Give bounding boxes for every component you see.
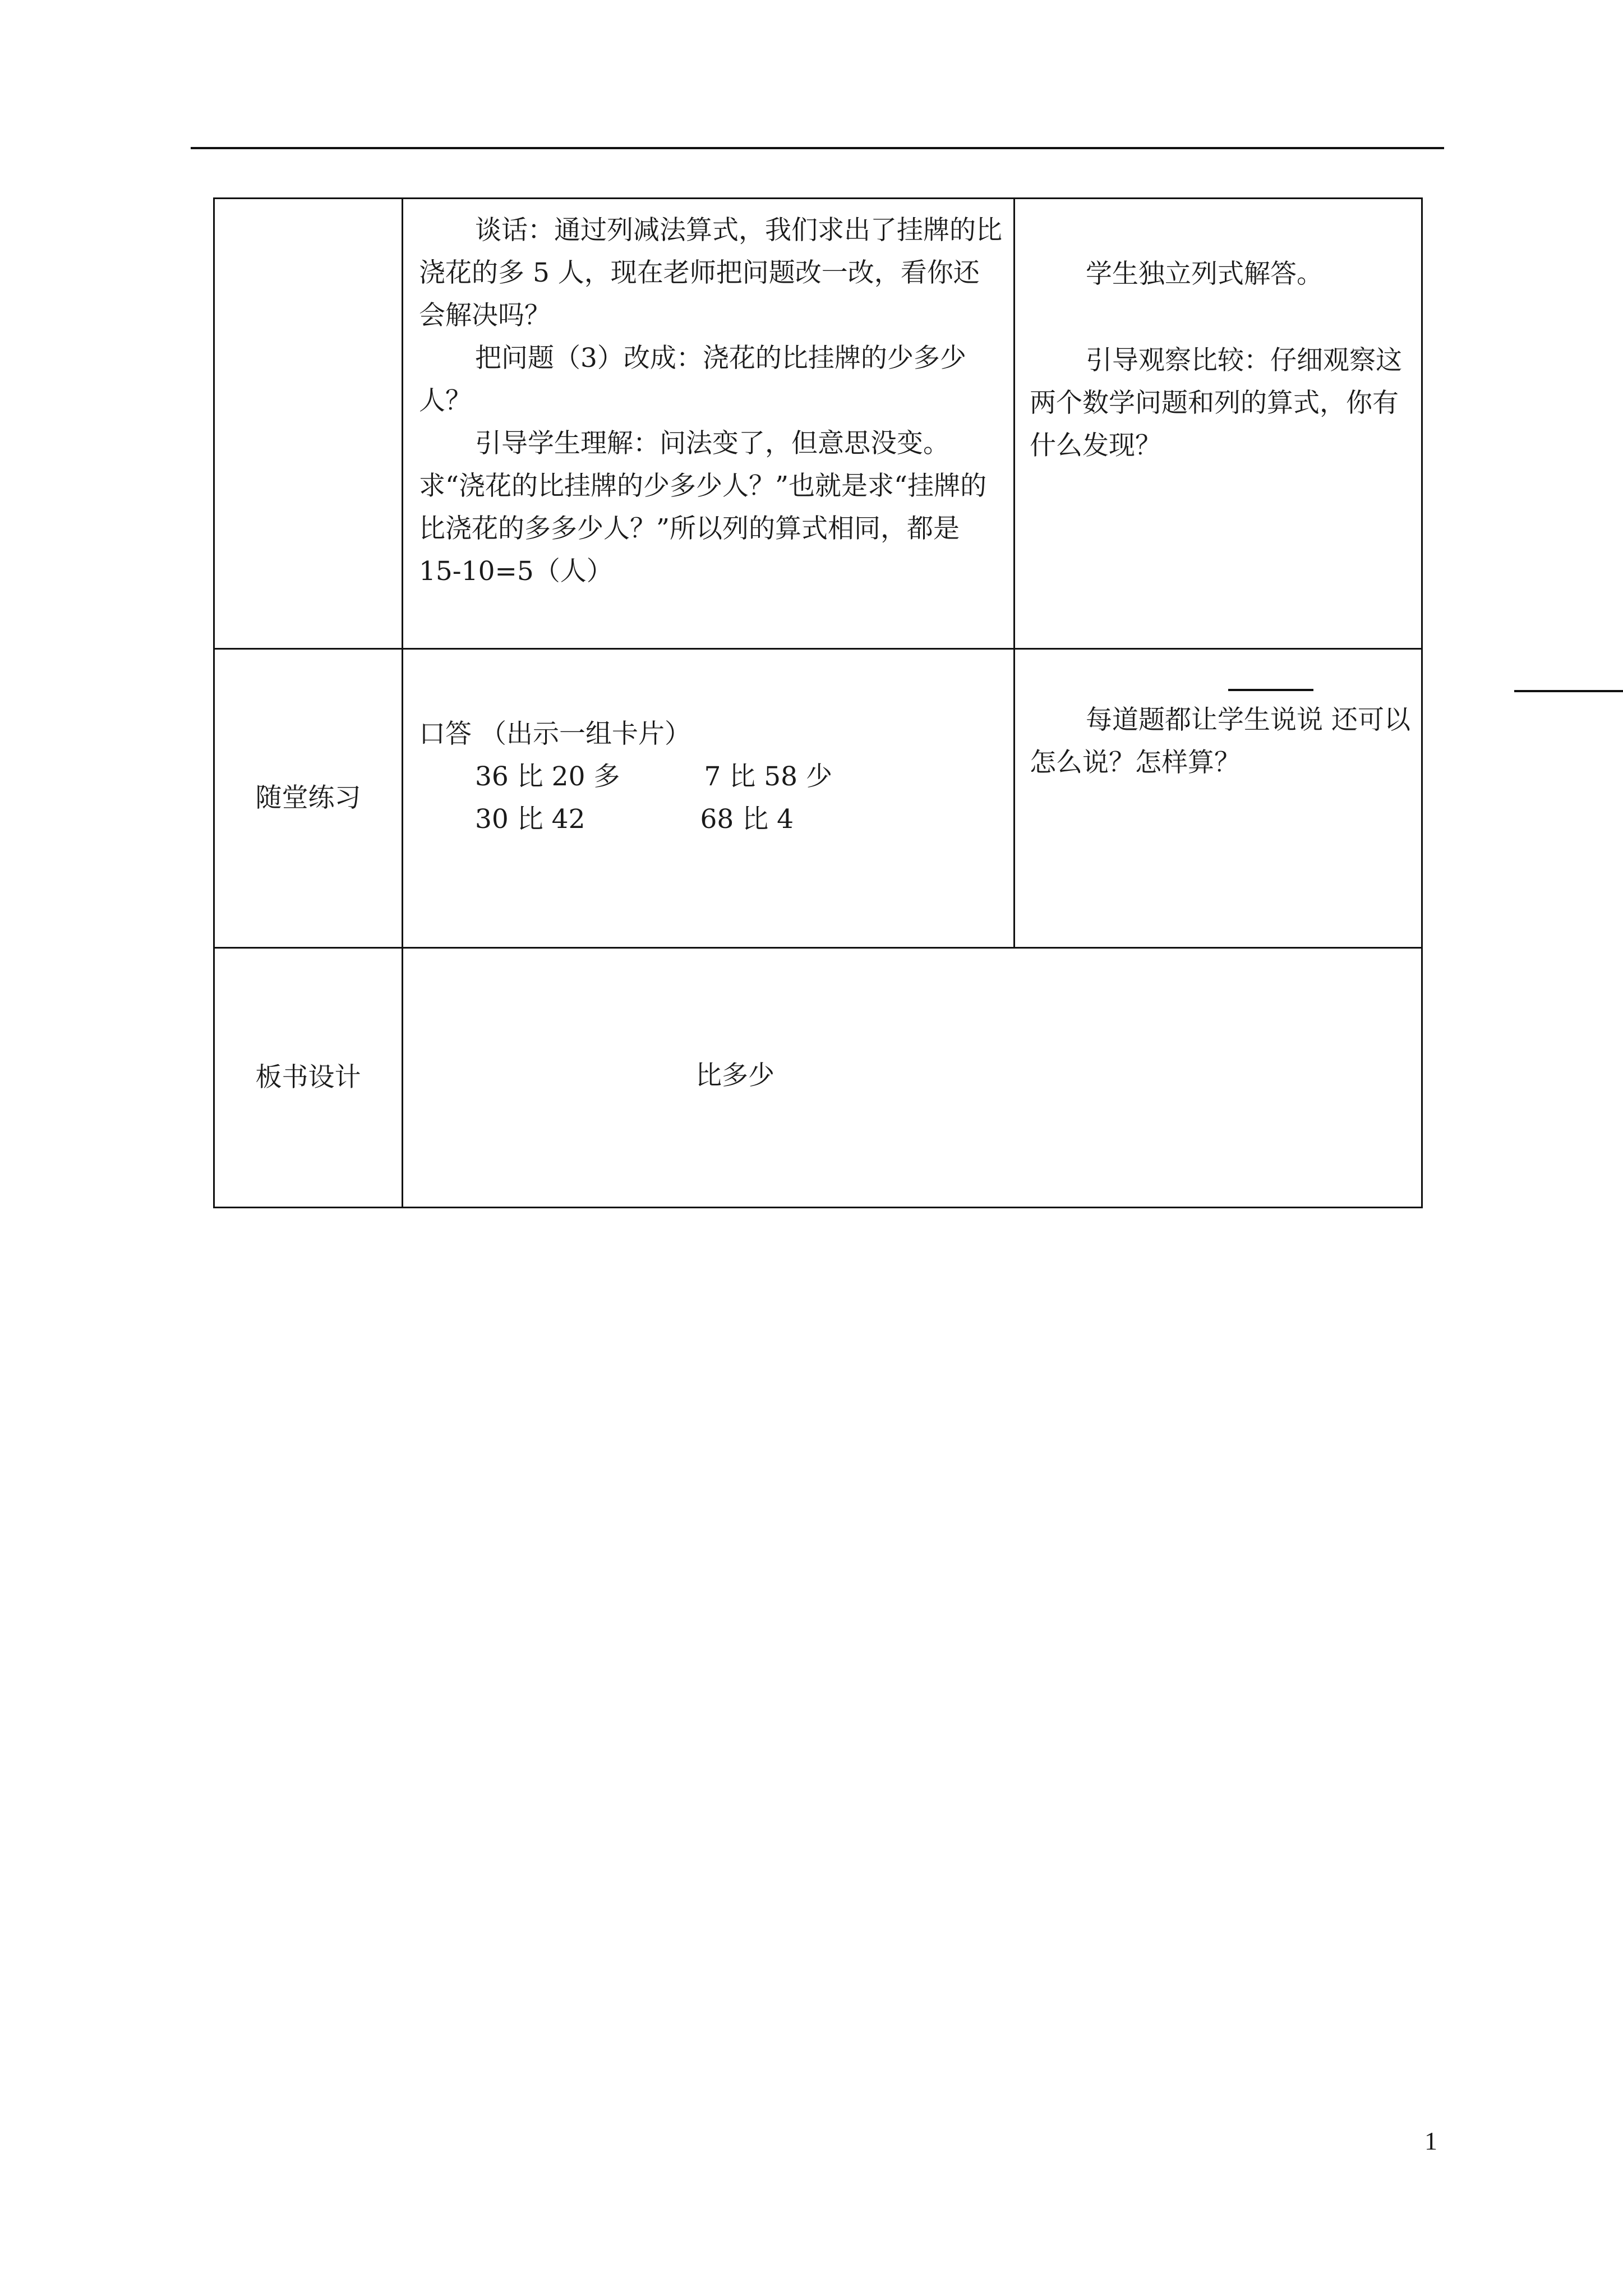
board-title: 比多少: [695, 1060, 774, 1091]
table-row-practice: [214, 649, 1422, 948]
short-rule: [1228, 689, 1313, 691]
practice-intro: 口答 （出示一组卡片）: [419, 719, 691, 749]
teacher-activity-cell: [403, 199, 1015, 649]
student-paragraph: 学生独立列式解答。: [1086, 259, 1323, 289]
teacher-paragraph: 引导学生理解：问法变了，但意思没变。求“浇花的比挂牌的少多少人？”也就是求“挂牌的比浇花的多多少人？”所以列的算式相同，都是 15-10=5（人）: [419, 428, 987, 587]
practice-card: 68 比 4: [700, 804, 794, 835]
student-activity-cell: [1015, 199, 1422, 649]
table-row-talk: [214, 199, 1422, 649]
practice-student-cell: [1015, 649, 1422, 948]
header-rule: [191, 147, 1444, 149]
row-label: 随堂练习: [214, 649, 403, 948]
board-design-cell: [403, 948, 1422, 1208]
row-label-empty: [214, 199, 403, 649]
margin-mark: [1514, 690, 1623, 692]
practice-card: 7 比 58 少: [704, 761, 832, 792]
practice-card: 36 比 20 多: [475, 761, 620, 792]
teacher-paragraph: 谈话：通过列减法算式，我们求出了挂牌的比浇花的多 5 人，现在老师把问题改一改，看你还会解决吗？: [419, 215, 1002, 331]
student-paragraph: 引导观察比较：仔细观察这两个数学问题和列的算式，你有什么发现？: [1030, 345, 1402, 461]
page-number: 1: [1424, 2127, 1437, 2155]
practice-card: 30 比 42: [475, 804, 585, 835]
practice-student-text: 每道题都让学生说说 还可以怎么说？怎样算？: [1030, 705, 1410, 778]
row-label: 板书设计: [214, 948, 403, 1208]
lesson-plan-table: [213, 197, 1423, 1208]
teacher-paragraph: 把问题（3）改成：浇花的比挂牌的少多少人？: [419, 343, 966, 416]
practice-card-row: [419, 756, 1003, 798]
practice-card-row: [419, 798, 1003, 841]
table-row-board: [214, 948, 1422, 1208]
practice-content-cell: [403, 649, 1015, 948]
